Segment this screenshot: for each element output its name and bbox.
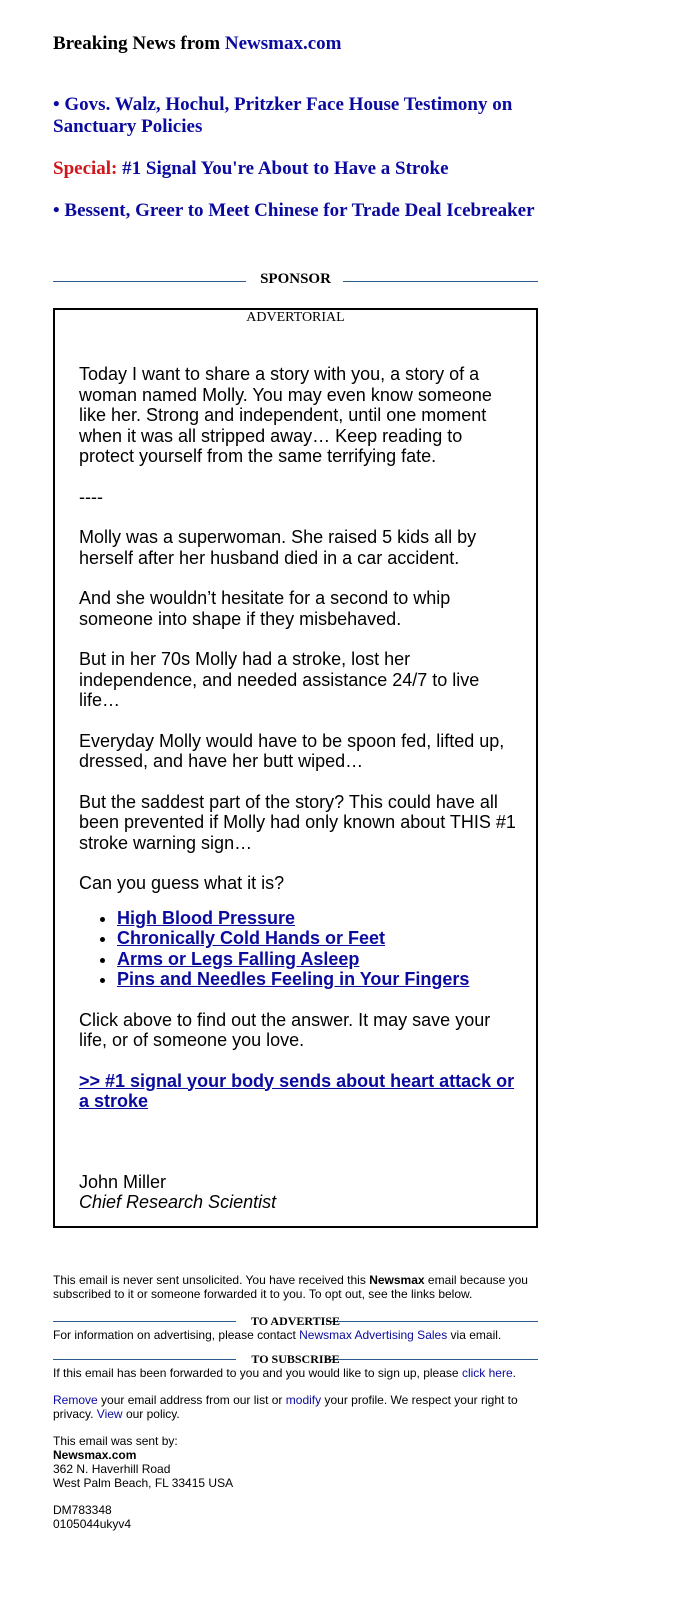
ad-separator: ----: [79, 486, 103, 507]
footer-brand: Newsmax: [369, 1273, 425, 1287]
answer-options: [79, 908, 519, 990]
ad-question: Can you guess what it is?: [79, 873, 285, 893]
bullet: •: [53, 200, 60, 221]
ad-paragraph: Click above to find out the answer. It may save your life, or of someone you love.: [79, 1009, 491, 1050]
remove-link[interactable]: Remove: [53, 1393, 98, 1407]
headline-link[interactable]: Govs. Walz, Hochul, Pritzker Face House Testimony on Sanctuary Policies: [53, 94, 513, 137]
bullet: •: [53, 94, 60, 115]
footer-text: For information on advertising, please contact: [53, 1328, 296, 1342]
footer-text: your email address from our list or: [101, 1393, 283, 1407]
advertorial-box: [53, 308, 538, 1228]
advertise-label: TO ADVERTISE: [250, 1314, 341, 1328]
footer-text: via email.: [450, 1328, 502, 1342]
answer-option: [117, 969, 519, 990]
ad-paragraph: But in her 70s Molly had a stroke, lost her independence, and needed assistance 24/7 to live life…: [79, 649, 480, 710]
subscribe-divider: [53, 1352, 538, 1366]
company-name: Newsmax.com: [53, 1448, 137, 1462]
header-brand-link[interactable]: Newsmax.com: [224, 33, 342, 54]
sender-address: [53, 1434, 538, 1490]
author-title: Chief Research Scientist: [79, 1192, 277, 1212]
answer-option-link[interactable]: Pins and Needles Feeling in Your Fingers: [117, 969, 470, 989]
footer-text: our policy.: [125, 1407, 180, 1421]
cta-link[interactable]: >> #1 signal your body sends about heart attack or a stroke: [79, 1070, 515, 1111]
footer-text: .: [512, 1366, 516, 1380]
headline-3[interactable]: [53, 200, 538, 222]
headline-link[interactable]: Bessent, Greer to Meet Chinese for Trade Deal Icebreaker: [64, 200, 535, 221]
ad-paragraph: Everyday Molly would have to be spoon fed, lifted up, dressed, and have her butt wiped…: [79, 730, 505, 771]
special-tag: Special:: [53, 158, 118, 179]
modify-link[interactable]: modify: [285, 1393, 322, 1407]
subscribe-info: [53, 1366, 538, 1380]
header-prefix: Breaking News from: [53, 33, 221, 54]
advertorial-tag: ADVERTORIAL: [246, 310, 345, 325]
ad-paragraph: Today I want to share a story with you, a story of a woman named Molly. You may even know someone like her. Strong and independent, until one moment when it was all stripped away… Keep reading to protect yourself from the same terrifying fate.: [79, 364, 492, 466]
tracking-codes: [53, 1503, 538, 1531]
advertorial-body: [79, 364, 519, 1213]
answer-option: [117, 949, 519, 970]
advertising-sales-link[interactable]: Newsmax Advertising Sales: [299, 1328, 448, 1342]
click-here-link[interactable]: click here: [461, 1366, 513, 1380]
footer-text: email because you subscribed to it or someone forwarded it to you. To opt out, see the links below.: [53, 1273, 528, 1301]
tracking-code: 0105044ukyv4: [53, 1517, 132, 1531]
footer-text: If this email has been forwarded to you and you would like to sign up, please: [53, 1366, 459, 1380]
answer-option: [117, 908, 519, 929]
sponsor-divider: [53, 271, 538, 291]
author-name: John Miller: [79, 1171, 167, 1192]
footer-intro: [53, 1273, 538, 1301]
headline-2[interactable]: [53, 158, 538, 180]
sponsor-label: SPONSOR: [260, 271, 331, 287]
footer-text: This email is never sent unsolicited. You have received this: [53, 1273, 366, 1287]
view-policy-link[interactable]: View: [96, 1407, 123, 1421]
advertise-divider: [53, 1314, 538, 1328]
headline-1[interactable]: [53, 94, 538, 138]
subscribe-label: TO SUBSCRIBE: [251, 1352, 340, 1366]
headline-link[interactable]: #1 Signal You're About to Have a Stroke: [122, 158, 449, 179]
remove-info: [53, 1393, 538, 1421]
advertise-info: [53, 1328, 538, 1342]
answer-option-link[interactable]: Chronically Cold Hands or Feet: [117, 928, 386, 948]
street: 362 N. Haverhill Road: [53, 1462, 171, 1476]
ad-paragraph: And she wouldn’t hesitate for a second to whip someone into shape if they misbehaved.: [79, 588, 451, 629]
answer-option-link[interactable]: Arms or Legs Falling Asleep: [117, 948, 360, 969]
footer-text: your profile. We respect your right to privacy.: [53, 1393, 518, 1421]
ad-paragraph: But the saddest part of the story? This could have all been prevented if Molly had only known about THIS #1 stroke warning sign…: [79, 791, 516, 853]
answer-option-link[interactable]: High Blood Pressure: [117, 907, 296, 928]
sent-by: This email was sent by:: [53, 1434, 178, 1448]
email-header: [53, 33, 341, 55]
ad-paragraph: Molly was a superwoman. She raised 5 kids all by herself after her husband died in a car accident.: [79, 527, 477, 568]
tracking-code: DM783348: [53, 1503, 112, 1517]
email-footer: [53, 1273, 538, 1544]
city: West Palm Beach, FL 33415 USA: [53, 1476, 234, 1490]
answer-option: [117, 928, 519, 949]
